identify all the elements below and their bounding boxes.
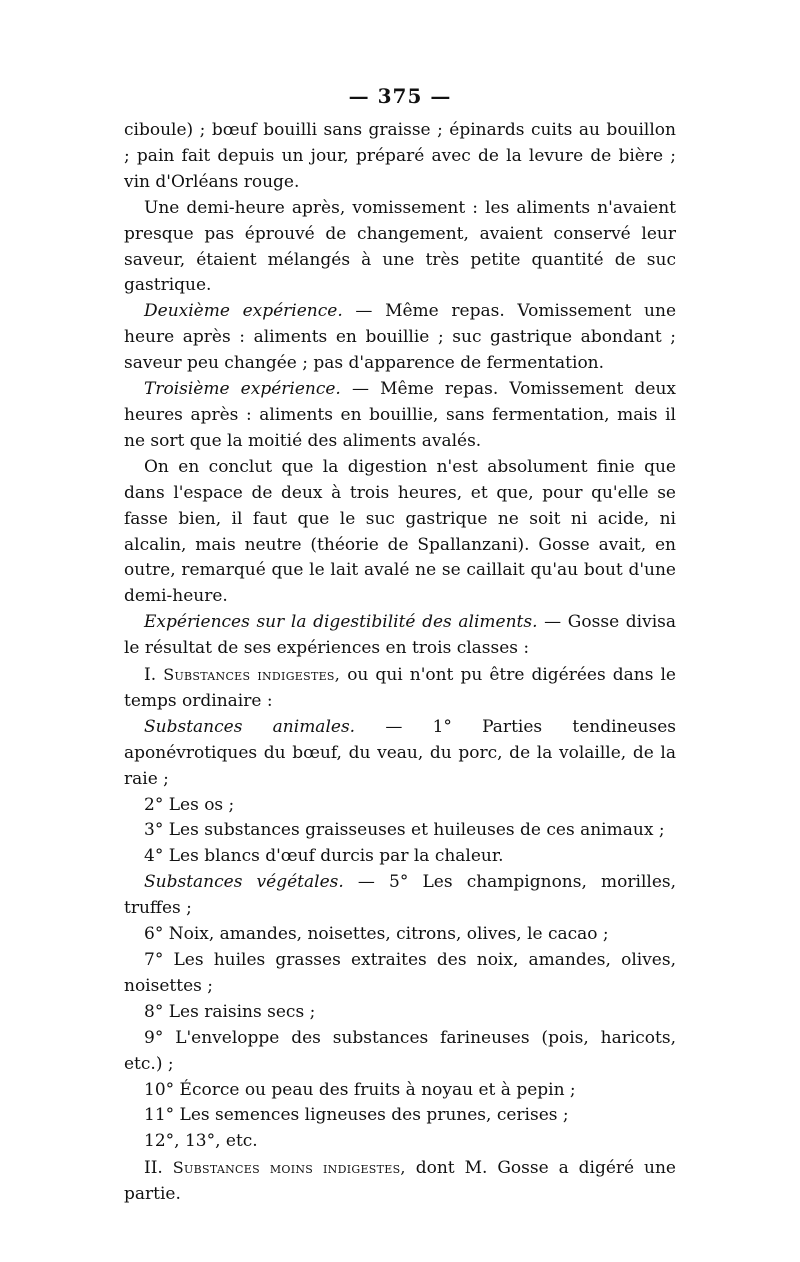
section-numeral: II. bbox=[144, 1158, 173, 1179]
list-item bbox=[124, 1129, 676, 1155]
paragraph-text: 8° Les raisins secs ; bbox=[144, 1001, 316, 1022]
list-item bbox=[124, 922, 676, 948]
paragraph-lead: Substances animales. bbox=[144, 716, 356, 737]
paragraph bbox=[124, 715, 676, 793]
page-number: — 375 — bbox=[348, 84, 452, 108]
paragraph-lead: Deuxième expérience. bbox=[144, 301, 343, 322]
paragraph bbox=[124, 662, 676, 715]
paragraph-text: 3° Les substances graisseuses et huileuses de ces animaux ; bbox=[144, 820, 665, 841]
paragraph-text: ciboule) ; bœuf bouilli sans graisse ; épinards cuits au bouillon ; pain fait depuis un jour, préparé avec de la levure de bière ; vin d'Orléans rouge. bbox=[124, 120, 676, 192]
paragraph-lead: Troisième expérience. bbox=[144, 379, 341, 400]
list-item bbox=[124, 1078, 676, 1104]
list-item bbox=[124, 793, 676, 819]
paragraph-text: Une demi-heure après, vomissement : les aliments n'avaient presque pas éprouvé de changement, avaient conservé leur saveur, étaient mélangés à une très petite quantité de suc gastrique. bbox=[124, 197, 676, 296]
paragraph-text: On en conclut que la digestion n'est absolument finie que dans l'espace de deux à trois heures, et que, pour qu'elle se fasse bien, il faut que le suc gastrique ne soit ni acide, ni alcalin, mais neutre (théorie de Spallanzani). Gosse avait, en outre, remarqué que le lait avalé ne se caillait qu'au bout d'une demi-heure. bbox=[124, 456, 676, 607]
paragraph-text: 9° L'enveloppe des substances farineuses (pois, haricots, etc.) ; bbox=[124, 1027, 676, 1074]
section-heading: Substances indigestes, bbox=[163, 665, 341, 685]
paragraph-text: 10° Écorce ou peau des fruits à noyau et à pepin ; bbox=[144, 1079, 576, 1100]
paragraph-text: 11° Les semences ligneuses des prunes, cerises ; bbox=[144, 1105, 569, 1126]
list-item bbox=[124, 1103, 676, 1129]
list-item bbox=[124, 948, 676, 1000]
paragraph-text: ou qui n'ont pu être digérées dans le temps ordinaire : bbox=[124, 665, 676, 711]
paragraph-text: — Même repas. Vomissement une heure après : aliments en bouillie ; suc gastrique abondant ; saveur peu changée ; pas d'apparence de fermentation. bbox=[124, 301, 676, 374]
paragraph-text: — 5° Les champignons, morilles, truffes ; bbox=[124, 872, 677, 919]
paragraph-text: — 1° Parties tendineuses aponévrotiques du bœuf, du veau, du porc, de la volaille, de la raie ; bbox=[124, 716, 676, 789]
paragraph bbox=[124, 610, 676, 662]
paragraph bbox=[124, 118, 676, 196]
section-numeral: I. bbox=[144, 665, 164, 686]
list-item bbox=[124, 818, 676, 844]
section-heading: Substances moins indigestes, bbox=[172, 1158, 406, 1178]
paragraph bbox=[124, 377, 676, 455]
paragraph-text: 2° Les os ; bbox=[144, 794, 235, 815]
list-item bbox=[124, 844, 676, 870]
paragraph-text: — Gosse divisa le résultat de ses expériences en trois classes : bbox=[124, 612, 676, 659]
paragraph bbox=[124, 299, 676, 377]
paragraph-text: 6° Noix, amandes, noisettes, citrons, olives, le cacao ; bbox=[144, 924, 609, 945]
paragraph bbox=[124, 196, 676, 300]
list-item bbox=[124, 1026, 676, 1078]
paragraph bbox=[124, 1155, 676, 1208]
paragraph-text: — Même repas. Vomissement deux heures après : aliments en bouillie, sans fermentation, mais il ne sort que la moitié des aliments avalés. bbox=[124, 379, 676, 451]
paragraph-text: 12°, 13°, etc. bbox=[144, 1131, 258, 1152]
paragraph-text: 7° Les huiles grasses extraites des noix, amandes, olives, noisettes ; bbox=[124, 950, 676, 996]
paragraph bbox=[124, 870, 676, 922]
paragraph-lead: Expériences sur la digestibilité des aliments. bbox=[144, 612, 538, 633]
paragraph-text: dont M. Gosse a digéré une partie. bbox=[124, 1158, 676, 1205]
paragraph-lead: Substances végétales. bbox=[144, 872, 344, 893]
list-item bbox=[124, 1000, 676, 1026]
paragraph-text: 4° Les blancs d'œuf durcis par la chaleur. bbox=[144, 846, 504, 867]
page-body bbox=[124, 118, 676, 1208]
paragraph bbox=[124, 455, 676, 610]
